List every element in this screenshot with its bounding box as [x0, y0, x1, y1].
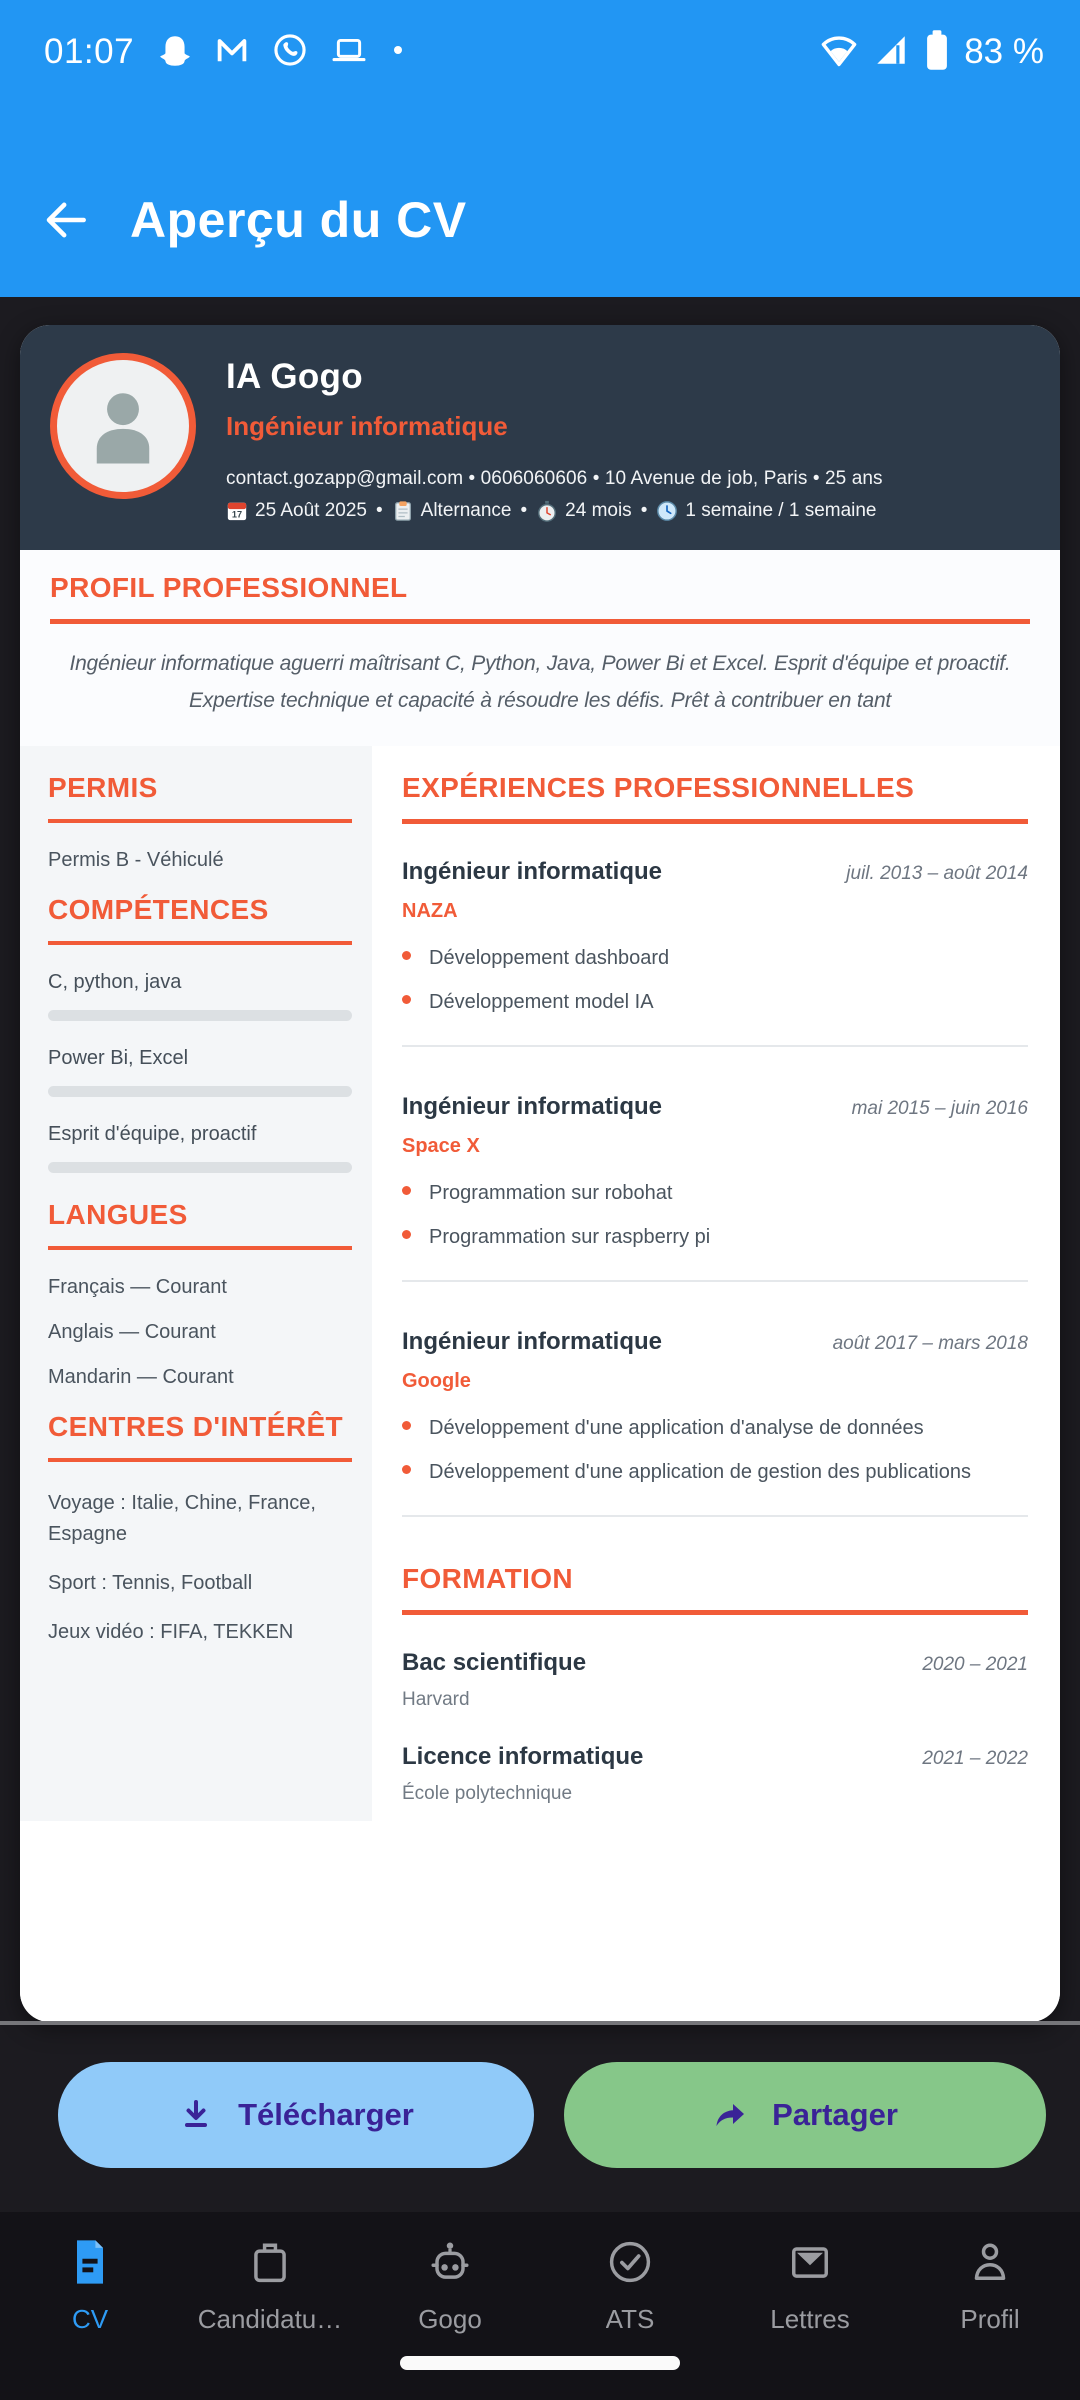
- job-title: Ingénieur informatique: [402, 1327, 663, 1355]
- interet-item: Voyage : Italie, Chine, France, Espagne: [48, 1491, 316, 1545]
- meta-date: 17 25 Août 2025: [226, 500, 367, 522]
- status-time: 01:07: [44, 32, 135, 71]
- check-circle-icon: [602, 2234, 658, 2290]
- cv-contact-line: contact.gozapp@gmail.com • 0606060606 • 10 Avenue de job, Paris • 25 ans: [226, 468, 883, 489]
- skill-item: [48, 1123, 352, 1173]
- job-bullets: [402, 945, 1028, 1015]
- permis-heading: PERMIS: [48, 772, 352, 823]
- job-dates: mai 2015 – juin 2016: [851, 1097, 1028, 1119]
- job-title-row: [402, 1093, 1028, 1121]
- job-dates: juil. 2013 – août 2014: [846, 862, 1028, 884]
- dot-icon: [390, 42, 406, 63]
- bullet-icon: [402, 995, 411, 1004]
- clock-icon: [656, 500, 678, 522]
- nav-label: Profil: [960, 2304, 1020, 2334]
- meta-separator: •: [520, 500, 528, 521]
- battery-icon: [922, 28, 952, 77]
- job-company: NAZA: [402, 899, 458, 922]
- meta-notice: 1 semaine / 1 semaine: [656, 500, 876, 522]
- cellular-signal-icon: [872, 31, 910, 74]
- meta-contract: Alternance: [392, 500, 512, 522]
- langue-item: Mandarin — Courant: [48, 1365, 234, 1388]
- cv-job-title: Ingénieur informatique: [226, 411, 508, 441]
- formation-school: École polytechnique: [402, 1782, 573, 1804]
- profile-heading: PROFIL PROFESSIONNEL: [50, 572, 1030, 624]
- competences-heading: COMPÉTENCES: [48, 894, 352, 945]
- nav-item-lettres[interactable]: [720, 2212, 900, 2400]
- bullet-text: Programmation sur raspberry pi: [429, 1225, 711, 1248]
- job-bullets: [402, 1415, 1028, 1485]
- permis-list: [48, 849, 352, 872]
- langues-heading: LANGUES: [48, 1199, 352, 1250]
- skills-list: [48, 971, 352, 1173]
- divider: [402, 1515, 1028, 1517]
- home-indicator[interactable]: [400, 2356, 680, 2370]
- experience-item: [402, 1093, 1028, 1282]
- document-icon: [62, 2234, 118, 2290]
- experience-item: [402, 858, 1028, 1047]
- share-icon: [712, 2097, 748, 2133]
- formation-dates: 2021 – 2022: [922, 1747, 1028, 1769]
- bullet-text: Développement d'une application de gestion des publications: [429, 1460, 971, 1483]
- whatsapp-icon: [272, 32, 308, 73]
- person-silhouette-icon: [78, 381, 168, 471]
- system-status-icons: [818, 28, 1044, 77]
- notification-icons: [158, 32, 406, 73]
- bullet-item: [402, 945, 1028, 971]
- person-icon: [962, 2234, 1018, 2290]
- permis-item: Permis B - Véhiculé: [48, 848, 224, 871]
- job-title: Ingénieur informatique: [402, 857, 663, 885]
- wifi-icon: [818, 31, 860, 74]
- share-label: Partager: [772, 2097, 898, 2132]
- action-buttons-row: [0, 2062, 1080, 2170]
- meta-duration: 24 mois: [536, 500, 632, 522]
- back-button[interactable]: [30, 188, 94, 252]
- divider: [402, 1280, 1028, 1282]
- skill-label: Power Bi, Excel: [48, 1046, 189, 1069]
- skill-item: [48, 971, 352, 1021]
- bullet-text: Développement dashboard: [429, 946, 670, 969]
- robot-icon: [422, 2234, 478, 2290]
- battery-percent: 83 %: [964, 32, 1044, 71]
- skill-bar: [48, 1010, 352, 1021]
- arrow-left-icon: [36, 194, 88, 246]
- briefcase-icon: [242, 2234, 298, 2290]
- interets-heading: CENTRES D'INTÉRÊT: [48, 1411, 352, 1462]
- bullet-item: [402, 1224, 1028, 1250]
- experience-item: [402, 1328, 1028, 1517]
- formation-item: [402, 1649, 1028, 1711]
- formation-title: Licence informatique: [402, 1742, 644, 1770]
- experiences-heading: EXPÉRIENCES PROFESSIONNELLES: [402, 772, 1028, 824]
- job-company: Google: [402, 1369, 471, 1392]
- divider: [402, 1045, 1028, 1047]
- meta-separator: •: [376, 500, 383, 521]
- job-title-row: [402, 1328, 1028, 1356]
- bottom-navigation: [0, 2212, 1080, 2400]
- calendar-icon: [226, 500, 248, 522]
- download-button[interactable]: [58, 2062, 534, 2168]
- permis-section: [48, 772, 352, 872]
- nav-label: Gogo: [418, 2304, 482, 2334]
- svg-text:17: 17: [231, 509, 243, 520]
- job-title: Ingénieur informatique: [402, 1092, 663, 1120]
- job-company: Space X: [402, 1134, 480, 1157]
- langues-list: [48, 1276, 352, 1389]
- share-button[interactable]: [564, 2062, 1046, 2168]
- langue-item: Français — Courant: [48, 1275, 227, 1298]
- formation-item: [402, 1743, 1028, 1805]
- nav-item-cv[interactable]: [0, 2212, 180, 2400]
- interets-section: [48, 1411, 352, 1648]
- cv-identity: [226, 353, 883, 522]
- formation-list: [402, 1649, 1028, 1805]
- meta-separator: •: [640, 500, 648, 521]
- job-bullets: [402, 1180, 1028, 1250]
- nav-label: Lettres: [770, 2304, 850, 2334]
- nav-item-profil[interactable]: [900, 2212, 1080, 2400]
- formation-section: [402, 1563, 1028, 1805]
- download-label: Télécharger: [238, 2097, 414, 2132]
- bullet-icon: [402, 1230, 411, 1239]
- skill-label: C, python, java: [48, 970, 182, 993]
- cv-preview-card[interactable]: [20, 325, 1060, 2022]
- formation-title: Bac scientifique: [402, 1648, 587, 1676]
- interets-list: [48, 1488, 352, 1648]
- bullet-text: Programmation sur robohat: [429, 1181, 673, 1204]
- nav-item-candidatures[interactable]: [180, 2212, 360, 2400]
- nav-label: ATS: [605, 2304, 655, 2334]
- interet-item: Sport : Tennis, Football: [48, 1571, 253, 1594]
- bullet-item: [402, 1415, 1028, 1441]
- cv-header: [20, 325, 1060, 550]
- page-title: Aperçu du CV: [130, 192, 467, 248]
- nav-item-ats[interactable]: [540, 2212, 720, 2400]
- profile-section: [20, 550, 1060, 746]
- bullet-icon: [402, 1465, 411, 1474]
- stopwatch-icon: [536, 500, 558, 522]
- cv-sidebar: [20, 746, 372, 1821]
- formation-heading: FORMATION: [402, 1563, 1028, 1615]
- interet-item: Jeux vidéo : FIFA, TEKKEN: [48, 1620, 294, 1643]
- nav-item-gogo[interactable]: [360, 2212, 540, 2400]
- formation-dates: 2020 – 2021: [922, 1653, 1028, 1675]
- nav-label: Candidatu…: [197, 2304, 343, 2334]
- sheet-divider: [0, 2021, 1080, 2025]
- app-bar: [0, 0, 1080, 297]
- app-bar-title-row: [0, 160, 1080, 280]
- avatar: [50, 353, 196, 499]
- langues-section: [48, 1199, 352, 1389]
- job-dates: août 2017 – mars 2018: [832, 1332, 1028, 1354]
- bullet-item: [402, 1459, 1028, 1485]
- formation-title-row: [402, 1743, 1028, 1771]
- download-icon: [178, 2097, 214, 2133]
- skill-label: Esprit d'équipe, proactif: [48, 1122, 257, 1145]
- bullet-item: [402, 1180, 1028, 1206]
- formation-school: Harvard: [402, 1688, 470, 1710]
- bullet-icon: [402, 1186, 411, 1195]
- cv-name: IA Gogo: [226, 357, 363, 396]
- bullet-item: [402, 989, 1028, 1015]
- bullet-text: Développement model IA: [429, 990, 654, 1013]
- gmail-icon: [214, 32, 250, 73]
- job-title-row: [402, 858, 1028, 886]
- bullet-icon: [402, 1421, 411, 1430]
- cv-main-column: [372, 746, 1060, 1837]
- bullet-text: Développement d'une application d'analyse de données: [429, 1416, 924, 1439]
- skill-bar: [48, 1162, 352, 1173]
- cv-columns: [20, 746, 1060, 2023]
- nav-label: CV: [71, 2304, 109, 2334]
- competences-section: [48, 894, 352, 1173]
- clipboard-icon: [392, 500, 414, 522]
- envelope-icon: [782, 2234, 838, 2290]
- profile-text: Ingénieur informatique aguerri maîtrisant C, Python, Java, Power Bi et Excel. Esprit d'équipe et proactif. Expertise technique et capacité à résoudre les défis. Prêt à contribuer en tant: [69, 652, 1011, 712]
- cv-meta-line: [226, 500, 883, 522]
- experience-list: [402, 858, 1028, 1517]
- laptop-icon: [330, 33, 368, 72]
- formation-title-row: [402, 1649, 1028, 1677]
- snapchat-icon: [158, 33, 192, 72]
- skill-item: [48, 1047, 352, 1097]
- skill-bar: [48, 1086, 352, 1097]
- bullet-icon: [402, 951, 411, 960]
- langue-item: Anglais — Courant: [48, 1320, 216, 1343]
- status-bar: [44, 24, 1044, 80]
